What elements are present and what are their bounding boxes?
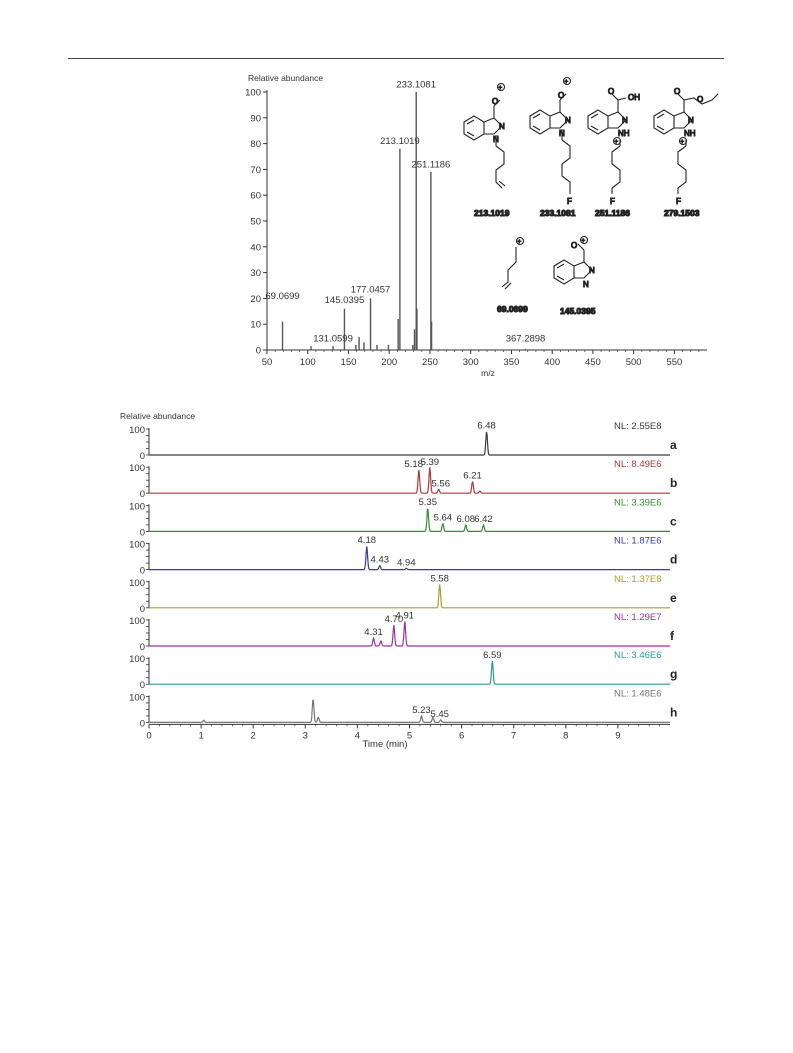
- atom-o: O: [697, 95, 704, 104]
- chrom-x-tick-label: 6: [458, 730, 465, 742]
- ms-peak-label: 145.0395: [324, 294, 365, 306]
- ms-y-tick-label: 60: [250, 190, 261, 202]
- chrom-nl-label: NL: 2.55E8: [614, 421, 662, 432]
- chrom-nl-label: NL: 1.48E6: [614, 688, 662, 700]
- chrom-signal: [149, 621, 670, 646]
- chrom-trace-h: [129, 688, 677, 729]
- chrom-signal: [149, 661, 670, 684]
- ms-ylabel: Relative abundance: [248, 73, 324, 83]
- atom-n: N: [688, 116, 694, 125]
- chrom-y-label-100: 100: [129, 616, 145, 627]
- atom-nh: NH: [684, 129, 696, 138]
- chrom-traces: [129, 421, 677, 730]
- structure-label: 279.1503: [664, 208, 700, 218]
- ms-x-tick-label: 100: [299, 357, 316, 368]
- chrom-rt-label: 4.18: [357, 535, 377, 547]
- ms-y-tick-label: 20: [250, 293, 261, 305]
- atom-n: N: [499, 122, 505, 131]
- ms-peak-label: 69.0699: [265, 290, 300, 302]
- chrom-y-label-100: 100: [129, 577, 145, 589]
- ms-x-tick-label: 500: [625, 357, 642, 368]
- ms-x-tick-label: 50: [261, 357, 273, 368]
- chrom-x-tick-label: 5: [406, 730, 413, 742]
- chrom-rt-label: 4.43: [370, 554, 390, 566]
- charge-sign: +: [498, 85, 503, 92]
- ms-y-tick-label: 100: [245, 87, 261, 99]
- structure-279: [654, 94, 718, 194]
- atom-nh: NH: [618, 129, 630, 138]
- chrom-trace-f: [129, 610, 675, 653]
- chrom-time-axis: [146, 724, 670, 741]
- atom-n: N: [622, 116, 628, 125]
- chrom-trace-b: [129, 457, 677, 500]
- chrom-rt-label: 6.48: [477, 420, 496, 432]
- chrom-y-label-100: 100: [129, 539, 145, 551]
- structure-label: 233.1081: [540, 208, 576, 218]
- chrom-trace-letter: h: [670, 705, 678, 720]
- chrom-x-tick-label: 3: [302, 730, 308, 742]
- ms-y-tick-label: 30: [250, 268, 261, 280]
- charge-sign: +: [680, 139, 685, 146]
- atom-o: O: [571, 241, 578, 250]
- atom-o: O: [492, 97, 499, 106]
- chrom-rt-label: 5.45: [430, 708, 449, 720]
- chrom-trace-a: [129, 421, 677, 462]
- chrom-x-tick-label: 0: [146, 730, 152, 742]
- chrom-rt-label: 5.39: [420, 457, 440, 469]
- chrom-rt-label: 5.56: [431, 478, 451, 490]
- chrom-y-label-0: 0: [139, 565, 145, 577]
- chrom-trace-letter: c: [670, 514, 677, 529]
- ms-x-tick-label: 150: [340, 357, 357, 368]
- chrom-nl-label: NL: 1.29E7: [614, 612, 662, 623]
- structure-251: [588, 94, 626, 194]
- ms-peak-label: 177.0457: [350, 284, 391, 296]
- chrom-trace-letter: b: [670, 476, 678, 491]
- chrom-trace-letter: d: [670, 552, 678, 567]
- ms-x-tick-label: 250: [422, 357, 438, 368]
- ms-y-tick-label: 0: [255, 345, 261, 357]
- atom-n: N: [493, 135, 499, 144]
- atom-f: F: [567, 197, 572, 206]
- chrom-y-label-0: 0: [139, 527, 145, 539]
- chrom-trace-letter: f: [670, 629, 674, 643]
- chrom-y-label-0: 0: [139, 642, 145, 653]
- ms-xlabel: m/z: [481, 368, 495, 378]
- chrom-xlabel: Time (min): [362, 739, 408, 750]
- ms-peak-label: 233.1081: [396, 79, 437, 91]
- ms-y-tick-label: 80: [250, 139, 261, 151]
- structure-213: [464, 84, 505, 189]
- chrom-trace-letter: a: [670, 438, 677, 452]
- ms-y-tick-label: 10: [250, 319, 261, 331]
- chrom-y-label-0: 0: [139, 451, 145, 462]
- chrom-rt-label: 6.42: [474, 513, 493, 525]
- chrom-x-tick-label: 8: [563, 730, 569, 742]
- atom-n: N: [583, 280, 589, 289]
- chrom-signal: [149, 432, 670, 455]
- charge-sign: +: [517, 239, 522, 246]
- charge-sign: +: [614, 139, 619, 146]
- chrom-y-label-0: 0: [139, 489, 145, 501]
- chrom-x-tick-label: 9: [615, 730, 621, 742]
- chrom-nl-label: NL: 1.87E6: [614, 535, 662, 547]
- ms-x-tick-label: 550: [666, 357, 683, 368]
- ms-y-tick-label: 90: [250, 113, 261, 125]
- chrom-trace-e: [129, 573, 677, 614]
- chrom-y-label-100: 100: [129, 425, 145, 436]
- atom-n: N: [565, 116, 571, 125]
- fragment-structures: [464, 78, 718, 317]
- charge-sign: +: [564, 79, 569, 86]
- chrom-trace-d: [129, 535, 677, 576]
- ms-y-tick-label: 50: [250, 216, 261, 228]
- chromatogram-panel: [120, 411, 677, 750]
- structure-label: 69.0699: [497, 304, 528, 314]
- chrom-signal: [149, 700, 670, 722]
- chrom-signal: [149, 509, 670, 531]
- ms-x-tick-label: 300: [462, 357, 479, 368]
- chrom-rt-label: 5.35: [418, 497, 437, 508]
- atom-n: N: [589, 266, 595, 275]
- ms-peak-label: 213.1019: [380, 136, 420, 148]
- ms-x-tick-label: 200: [381, 357, 398, 368]
- structure-label: 145.0395: [560, 306, 596, 316]
- chrom-ylabel: Relative abundance: [120, 411, 196, 421]
- chrom-x-tick-label: 7: [511, 730, 517, 742]
- chrom-rt-label: 4.91: [395, 610, 415, 622]
- chrom-rt-label: 6.59: [483, 649, 502, 661]
- chrom-rt-label: 5.64: [433, 512, 453, 524]
- chrom-y-label-100: 100: [129, 463, 145, 475]
- ms-x-tick-label: 400: [544, 357, 561, 368]
- chrom-rt-label: 5.18: [404, 458, 423, 470]
- structure-label: 213.1019: [474, 208, 510, 218]
- atom-o: O: [558, 91, 565, 100]
- atom-oh: OH: [628, 93, 640, 102]
- chrom-nl-label: NL: 8.49E6: [614, 459, 662, 471]
- atom-f: F: [610, 197, 615, 206]
- chrom-y-label-100: 100: [129, 654, 145, 666]
- mass-spectrum-panel: [245, 73, 707, 378]
- chrom-rt-label: 4.94: [397, 557, 416, 569]
- chrom-rt-label: 6.08: [456, 513, 476, 525]
- ms-y-tick-label: 40: [250, 242, 261, 254]
- chrom-y-label-100: 100: [129, 501, 145, 513]
- atom-o: O: [608, 87, 615, 96]
- ms-x-tick-label: 450: [584, 357, 601, 368]
- chrom-rt-label: 4.31: [364, 627, 383, 639]
- chrom-signal: [149, 467, 670, 493]
- chrom-nl-label: NL: 3.39E6: [614, 497, 662, 509]
- chrom-y-label-100: 100: [129, 692, 145, 704]
- chrom-rt-label: 5.58: [430, 573, 449, 585]
- chrom-y-label-0: 0: [139, 603, 145, 615]
- chrom-trace-letter: g: [670, 667, 678, 682]
- chrom-rt-label: 4.70: [384, 614, 404, 626]
- chrom-nl-label: NL: 1.37E8: [614, 573, 662, 585]
- chrom-y-label-0: 0: [139, 718, 145, 730]
- chrom-nl-label: NL: 3.46E6: [614, 650, 662, 662]
- chrom-trace-letter: e: [670, 590, 677, 605]
- ms-x-tick-label: 350: [503, 357, 520, 368]
- structure-label: 251.1186: [595, 208, 630, 218]
- atom-f: F: [676, 197, 681, 206]
- charge-sign: +: [581, 238, 586, 245]
- ms-y-tick-label: 70: [250, 164, 261, 176]
- chrom-trace-c: [129, 497, 677, 538]
- atom-o: O: [674, 87, 681, 96]
- chrom-rt-label: 5.23: [412, 704, 431, 716]
- chrom-x-tick-label: 2: [250, 730, 256, 742]
- ms-peak-label: 251.1186: [411, 159, 451, 171]
- ms-peak-label: 367.2898: [505, 333, 546, 345]
- chrom-x-tick-label: 4: [354, 730, 361, 742]
- chrom-x-tick-label: 1: [198, 730, 204, 742]
- ms-bars: [283, 92, 526, 350]
- chrom-rt-label: 6.21: [463, 470, 482, 482]
- chrom-trace-g: [129, 650, 677, 691]
- ms-peak-label: 131.0599: [313, 333, 353, 345]
- chrom-signal: [149, 585, 670, 608]
- chrom-y-label-0: 0: [139, 680, 145, 692]
- atom-n: N: [559, 129, 565, 138]
